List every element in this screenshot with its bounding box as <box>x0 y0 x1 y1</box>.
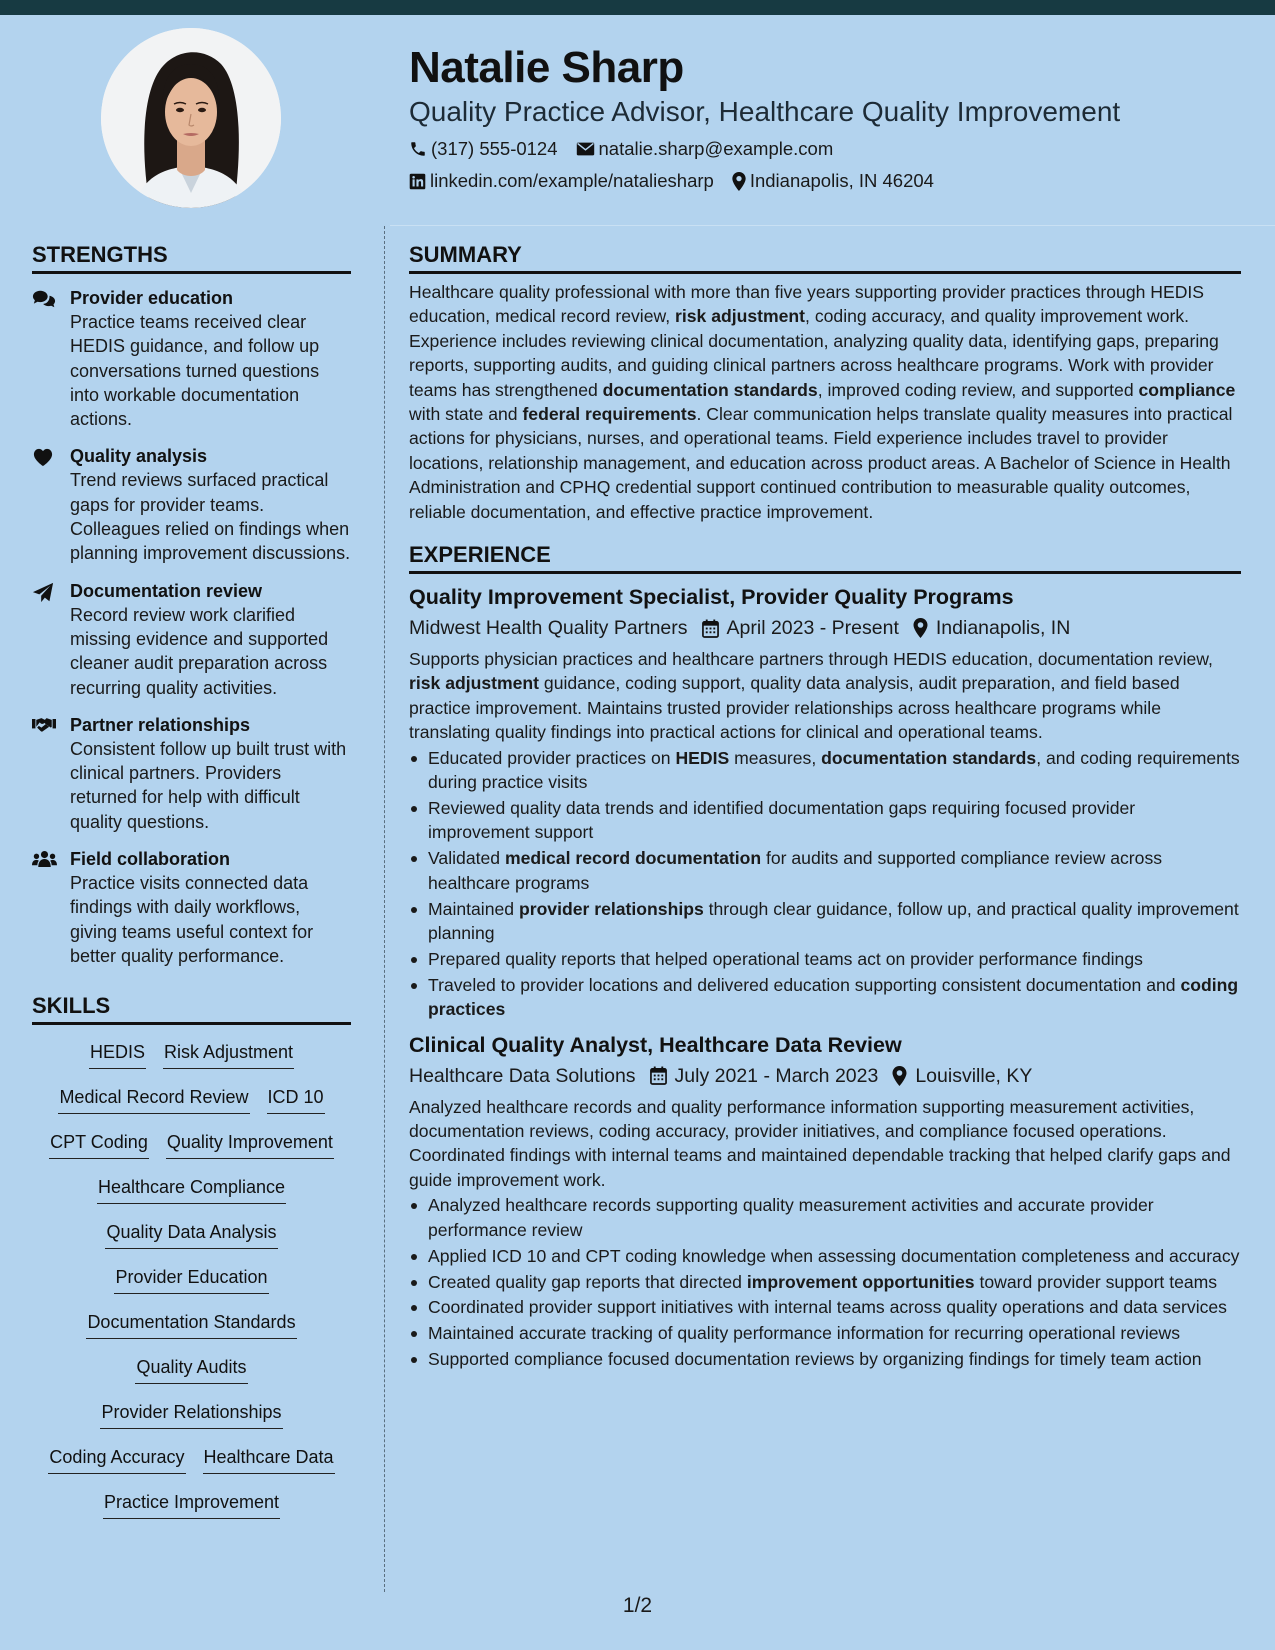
skill-tag: Practice Improvement <box>103 1489 280 1519</box>
skill-tag: Healthcare Compliance <box>97 1174 286 1204</box>
strength-title: Field collaboration <box>70 849 231 870</box>
list-item: Coordinated provider support initiatives with internal teams across quality operations and data services <box>409 1295 1241 1319</box>
profile-photo <box>101 28 281 208</box>
experience-heading: EXPERIENCE <box>409 540 1241 574</box>
strength-item <box>32 847 351 968</box>
job-description: Supports physician practices and healthcare partners through HEDIS education, documentation review, risk adjustment guidance, coding support, quality data analysis, audit preparation, and field based practice improvement. Maintains trusted provider relationships across healthcare programs while translating quality findings into practical actions for clinical and operational teams. <box>409 649 1213 743</box>
map-pin-icon <box>732 172 746 191</box>
job-dates: April 2023 - Present <box>726 617 899 640</box>
strength-description: Trend reviews surfaced practical gaps for provider teams. Colleagues relied on findings when planning improvement discussions. <box>70 470 351 564</box>
job-entry <box>409 1031 1241 1372</box>
skill-tag: Medical Record Review <box>58 1084 249 1114</box>
contact-row-2 <box>409 169 1249 193</box>
job-title: Quality Improvement Specialist, Provider Quality Programs <box>409 585 1014 610</box>
comments-icon <box>32 289 56 309</box>
job-description: Analyzed healthcare records and quality performance information supporting measurement activities, documentation reviews, coding accuracy, provider initiatives, and compliance focused operations. Coordinated findings with internal teams and maintained dependable tracking that helped clarify gaps and guide improvement work. <box>409 1096 1231 1190</box>
job-location: Louisville, KY <box>915 1064 1033 1087</box>
skill-tag: Risk Adjustment <box>163 1039 294 1069</box>
map-pin-icon <box>892 1066 907 1086</box>
sidebar <box>32 240 351 1534</box>
skill-tag: Provider Relationships <box>100 1399 282 1429</box>
strength-item <box>32 444 351 565</box>
strength-description: Practice visits connected data findings with daily workflows, giving teams useful context for better quality performance. <box>70 873 314 966</box>
strength-title: Partner relationships <box>70 714 251 735</box>
strength-title: Provider education <box>70 288 234 308</box>
job-title: Clinical Quality Analyst, Healthcare Data Review <box>409 1032 902 1057</box>
list-item: Analyzed healthcare records supporting quality measurement activities and accurate provider performance review <box>409 1193 1241 1242</box>
company-name: Midwest Health Quality Partners <box>409 617 688 640</box>
candidate-headline: Quality Practice Advisor, Healthcare Quality Improvement <box>409 96 1121 127</box>
strength-description: Practice teams received clear HEDIS guidance, and follow up conversations turned questions into workable documentation actions. <box>70 312 320 430</box>
linkedin-contact[interactable] <box>409 169 714 193</box>
list-item: Reviewed quality data trends and identified documentation gaps requiring focused provider improvement support <box>409 796 1241 845</box>
heart-icon <box>32 447 54 467</box>
strength-description: Consistent follow up built trust with clinical partners. Providers returned for help with difficult quality questions. <box>70 738 347 832</box>
contact-row-1 <box>409 137 1249 161</box>
summary-heading: SUMMARY <box>409 240 1241 274</box>
map-pin-icon <box>913 618 928 638</box>
list-item: Created quality gap reports that directed improvement opportunities toward provider support teams <box>409 1270 1241 1294</box>
strength-item <box>32 713 351 834</box>
list-item: Validated medical record documentation for audits and supported compliance review across healthcare programs <box>409 846 1241 895</box>
phone-number: (317) 555-0124 <box>431 138 558 159</box>
email-contact[interactable] <box>576 137 834 161</box>
company-name: Healthcare Data Solutions <box>409 1064 636 1087</box>
calendar-icon <box>702 619 719 638</box>
location-contact <box>732 169 934 193</box>
job-meta <box>409 1062 1241 1090</box>
main-content <box>409 240 1241 1373</box>
linkedin-url: linkedin.com/example/nataliesharp <box>430 170 714 191</box>
column-divider <box>384 226 385 1592</box>
users-icon <box>32 850 57 868</box>
candidate-name: Natalie Sharp <box>409 43 684 92</box>
linkedin-icon <box>409 173 426 190</box>
job-meta <box>409 614 1241 642</box>
skills-heading: SKILLS <box>32 991 351 1025</box>
skill-tag: ICD 10 <box>267 1084 325 1114</box>
page-number: 1/2 <box>622 1594 653 1617</box>
job-dates: July 2021 - March 2023 <box>674 1064 879 1087</box>
list-item: Maintained accurate tracking of quality performance information for recurring operational reviews <box>409 1321 1241 1345</box>
top-accent-bar <box>0 0 1275 15</box>
list-item: Prepared quality reports that helped operational teams act on provider performance findings <box>409 947 1241 971</box>
skill-tag: Healthcare Data <box>203 1444 335 1474</box>
list-item: Applied ICD 10 and CPT coding knowledge when assessing documentation completeness and accuracy <box>409 1244 1241 1268</box>
skills-list <box>32 1039 351 1534</box>
list-item: Educated provider practices on HEDIS measures, documentation standards, and coding requirements during practice visits <box>409 746 1241 795</box>
strength-title: Quality analysis <box>70 446 208 467</box>
strength-description: Record review work clarified missing evidence and supported cleaner audit preparation across recurring quality activities. <box>70 604 329 698</box>
handshake-icon <box>32 716 56 734</box>
list-item: Supported compliance focused documentation reviews by organizing findings for timely team action <box>409 1347 1241 1371</box>
resume-header <box>409 40 1249 193</box>
skill-tag: Quality Audits <box>135 1354 247 1384</box>
strength-item <box>32 579 351 700</box>
envelope-icon <box>576 141 595 157</box>
list-item: Traveled to provider locations and delivered education supporting consistent documentation and coding practices <box>409 973 1241 1022</box>
strength-item <box>32 286 351 431</box>
job-bullets <box>409 1193 1241 1371</box>
job-bullets <box>409 746 1241 1022</box>
calendar-icon <box>650 1066 667 1085</box>
skill-tag: CPT Coding <box>49 1129 149 1159</box>
skill-tag: Provider Education <box>114 1264 268 1294</box>
skill-tag: HEDIS <box>89 1039 146 1069</box>
list-item: Maintained provider relationships through clear guidance, follow up, and practical quality improvement planning <box>409 897 1241 946</box>
summary-text: Healthcare quality professional with more than five years supporting provider practices through HEDIS education, medical record review, risk adjustment, coding accuracy, and quality improvement work. Experience includes reviewing clinical documentation, analyzing quality data, identifying gaps, preparing reports, supporting audits, and guiding clinical partners across healthcare programs. Work with provider teams has strengthened documentation standards, improved coding review, and supported compliance with state and federal requirements. Clear communication helps translate quality measures into practical actions for physicians, nurses, and operational teams. Field experience includes travel to provider locations, relationship management, and education across product areas. A Bachelor of Science in Health Administration and CPHQ credential support continued contribution to measurable quality outcomes, reliable documentation, and effective practice improvement. <box>409 282 1236 522</box>
email-address: natalie.sharp@example.com <box>598 138 834 159</box>
skill-tag: Documentation Standards <box>86 1309 296 1339</box>
skill-tag: Quality Improvement <box>166 1129 334 1159</box>
job-entry <box>409 583 1241 1022</box>
strengths-heading: STRENGTHS <box>32 240 351 274</box>
location-text: Indianapolis, IN 46204 <box>749 170 934 191</box>
strength-title: Documentation review <box>70 580 263 601</box>
job-location: Indianapolis, IN <box>935 617 1071 640</box>
phone-icon <box>409 140 427 158</box>
strengths-list <box>32 286 351 968</box>
skill-tag: Coding Accuracy <box>48 1444 185 1474</box>
phone-contact[interactable] <box>409 137 558 161</box>
paper-plane-icon <box>32 582 54 604</box>
header-divider <box>390 225 1275 226</box>
skill-tag: Quality Data Analysis <box>105 1219 277 1249</box>
